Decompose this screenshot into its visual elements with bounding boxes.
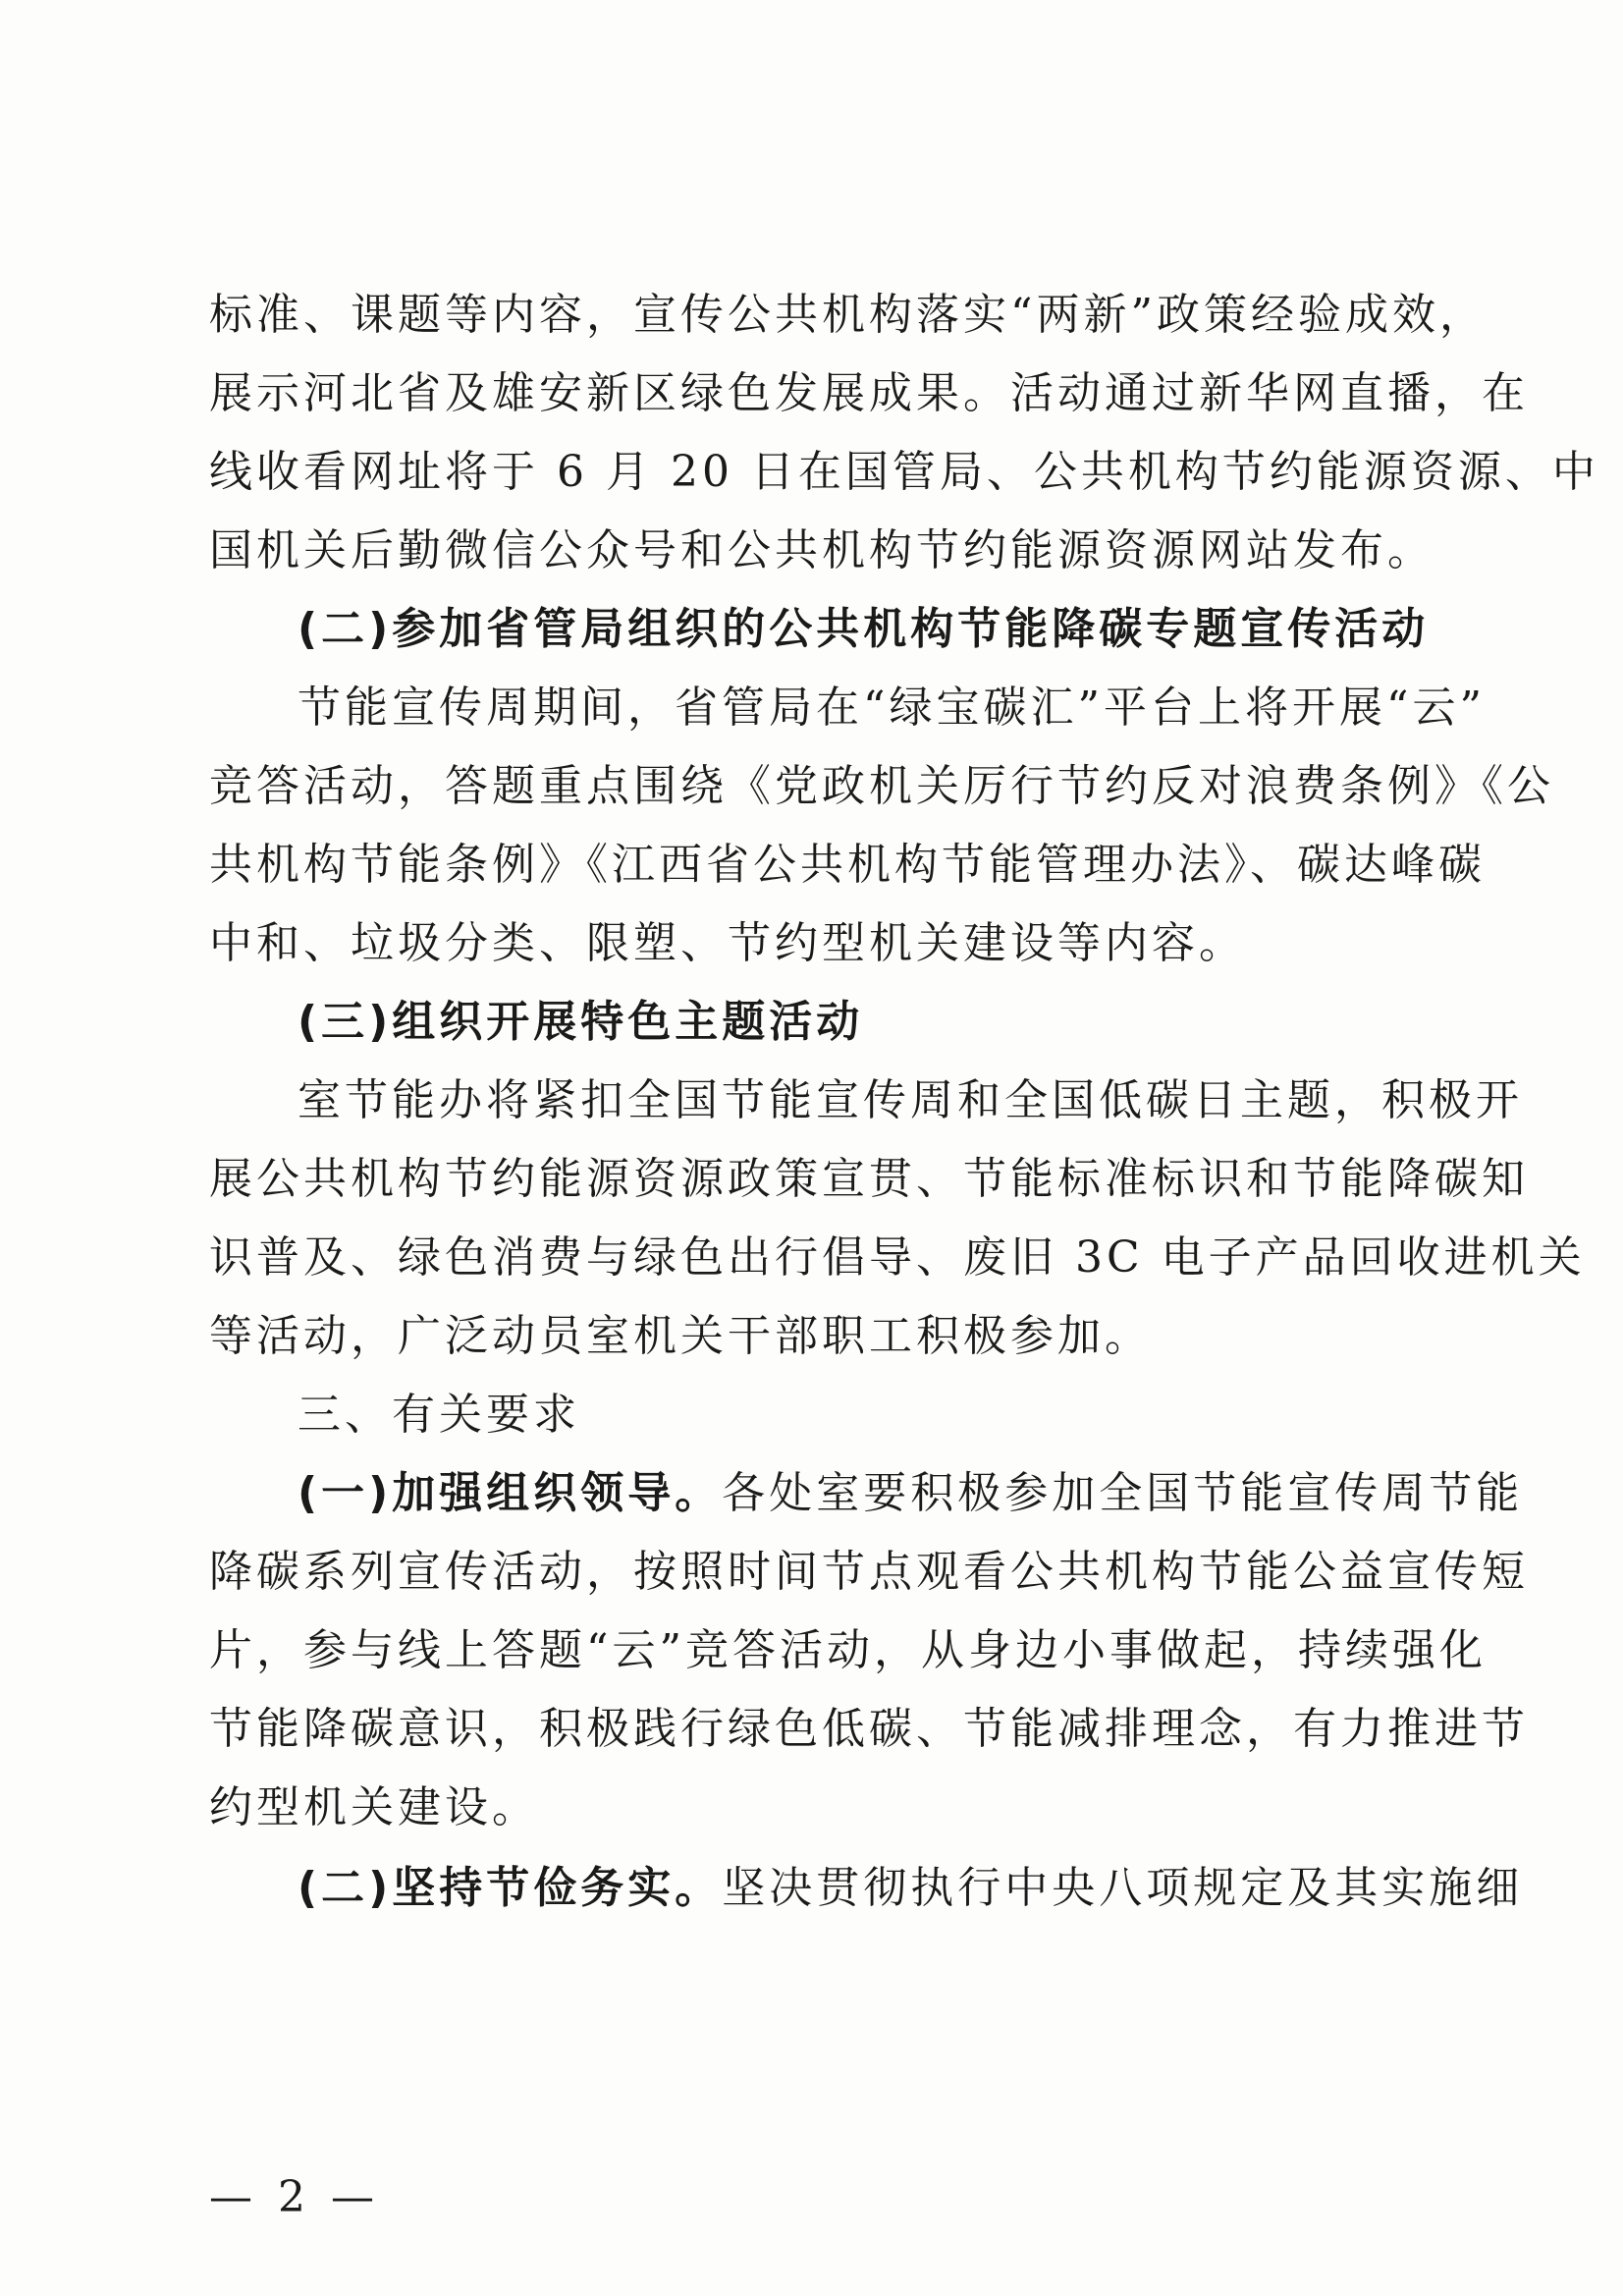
paragraph-5-line-1-rest: 坚决贯彻执行中央八项规定及其实施细: [722, 1863, 1524, 1913]
paragraph-4-line-3: 片，参与线上答题“云”竞答活动，从身边小事做起，持续强化: [209, 1625, 1487, 1675]
paragraph-2-line-2: 竞答活动，答题重点围绕《党政机关厉行节约反对浪费条例》《公: [209, 761, 1554, 811]
page-number: — 2 —: [209, 2172, 380, 2222]
subheading-3: (三)组织开展特色主题活动: [298, 997, 864, 1047]
paragraph-2-line-4: 中和、垃圾分类、限塑、节约型机关建设等内容。: [209, 918, 1246, 968]
paragraph-1-line-3: 线收看网址将于 6 月 20 日在国管局、公共机构节约能源资源、中: [209, 447, 1599, 497]
paragraph-2-line-3: 共机构节能条例》《江西省公共机构节能管理办法》、碳达峰碳: [209, 840, 1486, 890]
paragraph-4-lead: (一)加强组织领导。: [298, 1468, 723, 1518]
subheading-2: (二)参加省管局组织的公共机构节能降碳专题宣传活动: [298, 604, 1430, 654]
paragraph-4-line-1: [298, 1464, 1524, 1523]
paragraph-1-line-4: 国机关后勤微信公众号和公共机构节约能源资源网站发布。: [209, 525, 1434, 575]
paragraph-3-line-2: 展公共机构节约能源资源政策宣贯、节能标准标识和节能降碳知: [209, 1154, 1529, 1204]
paragraph-3-line-3: 识普及、绿色消费与绿色出行倡导、废旧 3C 电子产品回收进机关: [209, 1232, 1586, 1283]
paragraph-3-line-4: 等活动，广泛动员室机关干部职工积极参加。: [209, 1311, 1152, 1361]
paragraph-5-line-1: [298, 1859, 1524, 1918]
paragraph-5-lead: (二)坚持节俭务实。: [298, 1863, 723, 1913]
section-heading-3: 三、有关要求: [298, 1390, 580, 1440]
paragraph-4-line-1-rest: 各处室要积极参加全国节能宣传周节能: [722, 1468, 1524, 1518]
paragraph-4-line-5: 约型机关建设。: [209, 1782, 539, 1832]
paragraph-3-line-1: 室节能办将紧扣全国节能宣传周和全国低碳日主题，积极开: [298, 1075, 1523, 1125]
paragraph-1-line-2: 展示河北省及雄安新区绿色发展成果。活动通过新华网直播，在: [209, 368, 1529, 418]
paragraph-4-line-4: 节能降碳意识，积极践行绿色低碳、节能减排理念，有力推进节: [209, 1704, 1529, 1754]
paragraph-4-line-2: 降碳系列宣传活动，按照时间节点观看公共机构节能公益宣传短: [209, 1547, 1529, 1597]
paragraph-2-line-1: 节能宣传周期间，省管局在“绿宝碳汇”平台上将开展“云”: [298, 683, 1486, 733]
paragraph-1-line-1: 标准、课题等内容，宣传公共机构落实“两新”政策经验成效，: [209, 290, 1487, 340]
